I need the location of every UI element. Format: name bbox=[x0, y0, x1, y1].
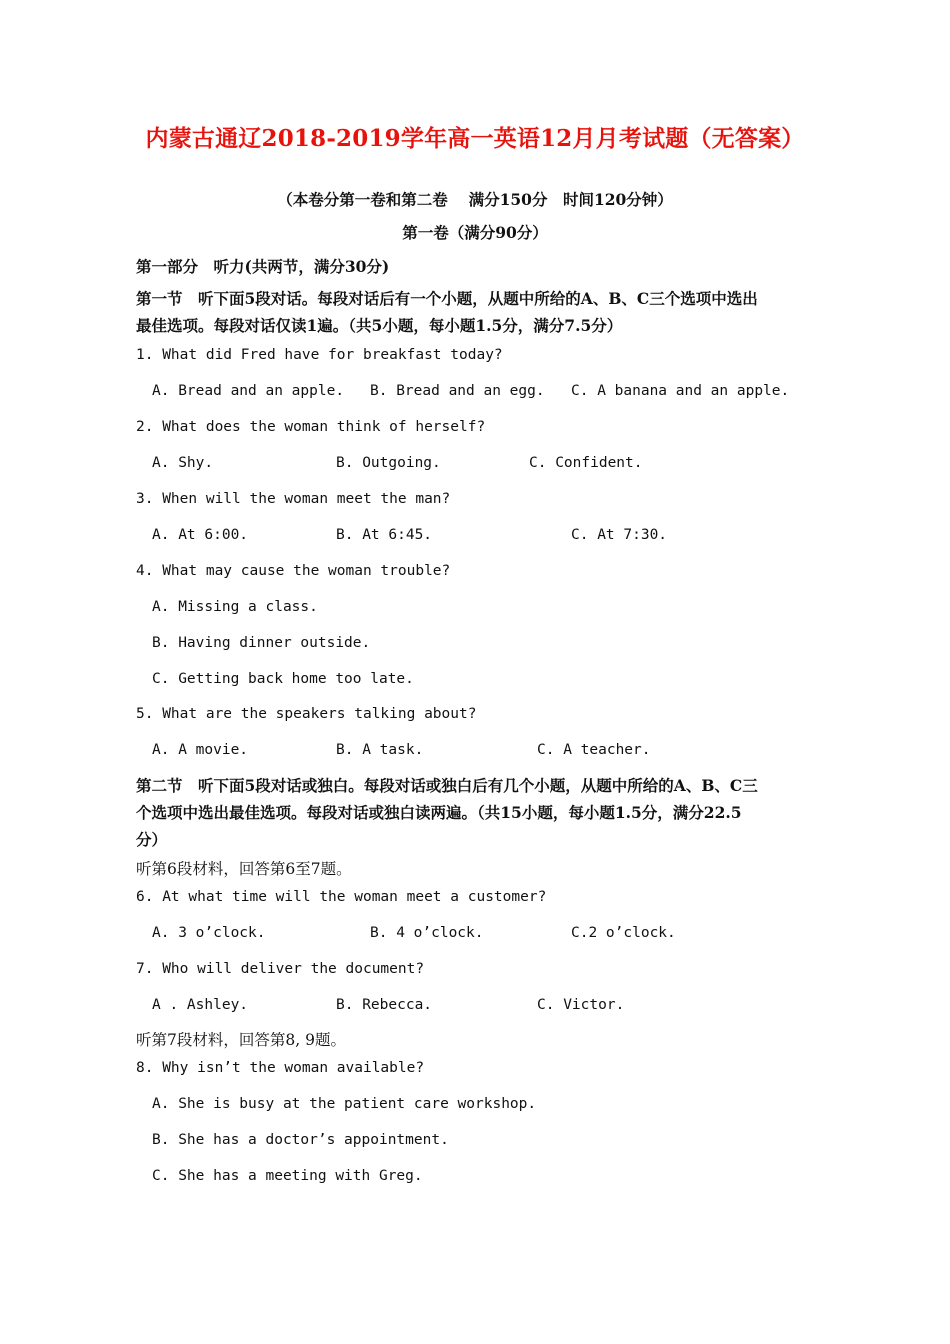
question-1-option-b: B. Bread and an egg. bbox=[370, 383, 545, 399]
question-3-option-b: B. At 6:45. bbox=[336, 527, 433, 543]
document-title: 内蒙古通辽2018-2019学年高一英语12月月考试题（无答案） bbox=[145, 125, 805, 152]
question-4-option-a: A. Missing a class. bbox=[152, 599, 318, 615]
question-5-option-a: A. A movie. bbox=[152, 742, 249, 758]
question-7: 7. Who will deliver the document? bbox=[136, 961, 425, 977]
question-6: 6. At what time will the woman meet a customer? bbox=[136, 889, 547, 905]
question-5-option-b: B. A task. bbox=[336, 742, 424, 758]
question-3-option-c: C. At 7:30. bbox=[571, 527, 668, 543]
question-8-option-c: C. She has a meeting with Greg. bbox=[152, 1168, 423, 1184]
question-5: 5. What are the speakers talking about? bbox=[136, 706, 477, 722]
question-1: 1. What did Fred have for breakfast today? bbox=[136, 347, 503, 363]
question-4-option-c: C. Getting back home too late. bbox=[152, 671, 414, 687]
question-7-option-b: B. Rebecca. bbox=[336, 997, 433, 1013]
material-7-instruction: 听第7段材料，回答第8, 9题。 bbox=[136, 1031, 346, 1049]
section2-instruction-line1: 第二节 听下面5段对话或独白。每段对话或独白后有几个小题，从题中所给的A、B、C三 bbox=[136, 776, 758, 795]
question-6-option-b: B. 4 o’clock. bbox=[370, 925, 484, 941]
section2-instruction-line2: 个选项中选出最佳选项。每段对话或独白读两遍。（共15小题，每小题1.5分，满分22.5 bbox=[136, 803, 742, 822]
question-8: 8. Why isn’t the woman available? bbox=[136, 1060, 425, 1076]
material-6-instruction: 听第6段材料，回答第6至7题。 bbox=[136, 860, 352, 878]
question-3-option-a: A. At 6:00. bbox=[152, 527, 249, 543]
section2-instruction-line3: 分） bbox=[136, 830, 168, 849]
section1-instruction-line2: 最佳选项。每段对话仅读1遍。（共5小题，每小题1.5分，满分7.5分） bbox=[136, 316, 623, 335]
question-8-option-a: A. She is busy at the patient care workshop. bbox=[152, 1096, 537, 1112]
volume-heading: 第一卷（满分90分） bbox=[402, 223, 548, 242]
question-1-option-a: A. Bread and an apple. bbox=[152, 383, 345, 399]
question-4-option-b: B. Having dinner outside. bbox=[152, 635, 371, 651]
question-2-option-b: B. Outgoing. bbox=[336, 455, 441, 471]
question-7-option-c: C. Victor. bbox=[537, 997, 625, 1013]
question-2: 2. What does the woman think of herself? bbox=[136, 419, 486, 435]
question-5-option-c: C. A teacher. bbox=[537, 742, 651, 758]
question-3: 3. When will the woman meet the man? bbox=[136, 491, 451, 507]
question-7-option-a: A . Ashley. bbox=[152, 997, 249, 1013]
question-4: 4. What may cause the woman trouble? bbox=[136, 563, 451, 579]
section1-instruction-line1: 第一节 听下面5段对话。每段对话后有一个小题，从题中所给的A、B、C三个选项中选出 bbox=[136, 289, 758, 308]
part-heading: 第一部分 听力(共两节，满分30分) bbox=[136, 257, 390, 276]
question-8-option-b: B. She has a doctor’s appointment. bbox=[152, 1132, 449, 1148]
question-1-option-c: C. A banana and an apple. bbox=[571, 383, 790, 399]
question-6-option-c: C.2 o’clock. bbox=[571, 925, 676, 941]
exam-subtitle: （本卷分第一卷和第二卷 满分150分 时间120分钟） bbox=[277, 190, 673, 209]
question-6-option-a: A. 3 o’clock. bbox=[152, 925, 266, 941]
question-2-option-c: C. Confident. bbox=[529, 455, 643, 471]
question-2-option-a: A. Shy. bbox=[152, 455, 214, 471]
